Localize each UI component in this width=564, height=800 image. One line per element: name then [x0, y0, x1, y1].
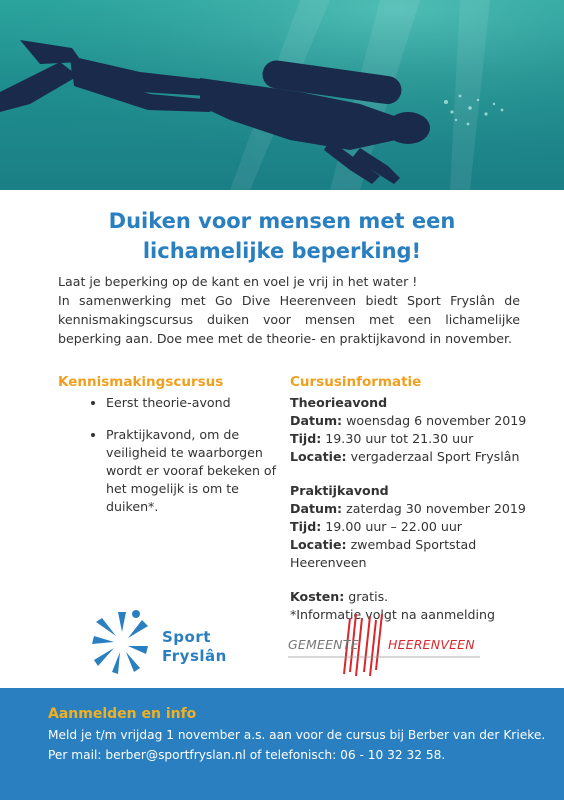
- tijd-label: Tijd:: [290, 519, 322, 534]
- hero-image: [0, 0, 564, 190]
- intro-line-1: Laat je beperking op de kant en voel je vrij in het water !: [58, 274, 418, 289]
- datum-label: Datum:: [290, 413, 343, 428]
- locatie-label: Locatie:: [290, 537, 347, 552]
- theorie-datum: [290, 412, 555, 430]
- kennismaking-heading: Kennismakingscursus: [58, 374, 224, 390]
- theorie-title: Theorieavond: [290, 395, 388, 410]
- sport-fryslan-wordmark: [162, 628, 227, 666]
- kennismaking-section: [58, 374, 283, 530]
- datum-label: Datum:: [290, 501, 343, 516]
- kosten-label: Kosten:: [290, 589, 345, 604]
- logo-line-1: Sport: [162, 628, 211, 646]
- logo-line-2: Fryslân: [162, 647, 227, 665]
- praktijk-info: [290, 482, 555, 572]
- tijd-value: 19.30 uur tot 21.30 uur: [321, 431, 474, 446]
- praktijk-datum: [290, 500, 555, 518]
- cursus-section: [290, 374, 555, 624]
- sport-fryslan-logo: [88, 608, 248, 676]
- intro-line-2: In samenwerking met Go Dive Heerenveen biedt Sport Fryslân de kennismakingscursus duiken voor mensen met een lichamelijke beperking aan. Doe mee met de theorie- en praktijkavond in november.: [58, 293, 520, 346]
- locatie-value: vergaderzaal Sport Fryslân: [346, 449, 520, 464]
- gemeente-label: GEMEENTE: [288, 637, 359, 652]
- diver-illustration: [0, 0, 564, 190]
- theorie-tijd: [290, 430, 555, 448]
- kosten-value: gratis.: [344, 589, 389, 604]
- theorie-locatie: [290, 448, 555, 466]
- info-note: *Informatie volgt na aanmelding: [290, 607, 495, 622]
- gemeente-heerenveen-logo: [284, 612, 484, 678]
- footer-line-1: Meld je t/m vrijdag 1 november a.s. aan voor de cursus bij Berber van der Krieke.: [48, 728, 546, 742]
- intro-text: [58, 272, 520, 348]
- praktijk-title: Praktijkavond: [290, 483, 389, 498]
- heerenveen-label: HEERENVEEN: [388, 637, 475, 652]
- kennismaking-list: [58, 394, 283, 516]
- sport-fryslan-icon: [88, 608, 152, 676]
- tijd-label: Tijd:: [290, 431, 322, 446]
- footer-heading: Aanmelden en info: [48, 706, 197, 722]
- datum-value: woensdag 6 november 2019: [342, 413, 527, 428]
- praktijk-tijd: [290, 518, 555, 536]
- cursus-heading: Cursusinformatie: [290, 374, 422, 390]
- locatie-value: zwembad Sportstad Heerenveen: [290, 537, 477, 570]
- tijd-value: 19.00 uur – 22.00 uur: [321, 519, 462, 534]
- datum-value: zaterdag 30 november 2019: [342, 501, 526, 516]
- praktijk-locatie: [290, 536, 555, 572]
- footer-line-2: Per mail: berber@sportfryslan.nl of telefonisch: 06 - 10 32 32 58.: [48, 748, 446, 762]
- theorie-info: [290, 394, 555, 466]
- list-item: • Praktijkavond, om de veiligheid te waarborgen wordt er vooraf bekeken of het mogelijk is om te duiken*.: [106, 426, 283, 516]
- locatie-label: Locatie:: [290, 449, 347, 464]
- page-title: Duiken voor mensen met een lichamelijke beperking!: [108, 209, 456, 263]
- footer-banner: [0, 688, 564, 800]
- list-item: • Eerst theorie-avond: [106, 394, 283, 412]
